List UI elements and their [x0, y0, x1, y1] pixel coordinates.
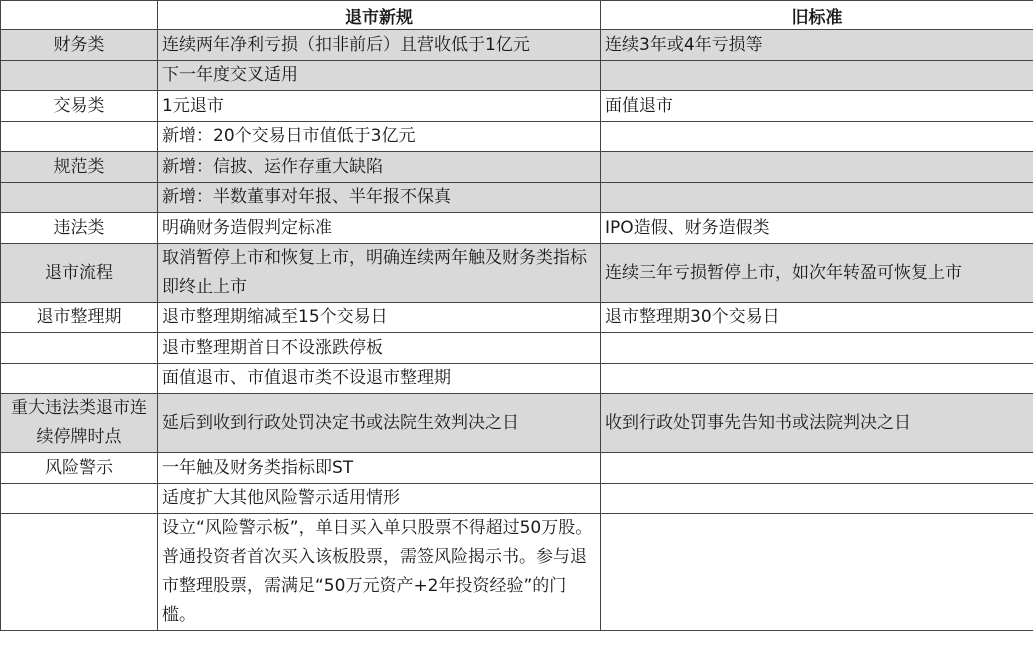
old-standard-cell: 退市整理期30个交易日: [601, 302, 1033, 333]
category-cell: 规范类: [1, 152, 158, 183]
old-standard-cell: 连续三年亏损暂停上市，如次年转盈可恢复上市: [601, 243, 1033, 302]
table-row: [1, 91, 1033, 122]
old-standard-cell: [601, 453, 1033, 484]
category-cell: [1, 483, 158, 514]
new-rule-cell: 退市整理期缩减至15个交易日: [158, 302, 601, 333]
table-row: [1, 121, 1033, 152]
header-old-standard: 旧标准: [601, 1, 1033, 30]
new-rule-cell: 一年触及财务类指标即ST: [158, 453, 601, 484]
table-row: [1, 152, 1033, 183]
new-rule-cell: 连续两年净利亏损（扣非前后）且营收低于1亿元: [158, 30, 601, 61]
category-cell: 退市流程: [1, 243, 158, 302]
new-rule-cell: 明确财务造假判定标准: [158, 213, 601, 244]
new-rule-cell: 取消暂停上市和恢复上市，明确连续两年触及财务类指标即终止上市: [158, 243, 601, 302]
category-cell: 风险警示: [1, 453, 158, 484]
category-cell: [1, 121, 158, 152]
new-rule-cell: 面值退市、市值退市类不设退市整理期: [158, 363, 601, 394]
table-row: [1, 394, 1033, 453]
new-rule-cell: 延后到收到行政处罚决定书或法院生效判决之日: [158, 394, 601, 453]
old-standard-cell: 连续3年或4年亏损等: [601, 30, 1033, 61]
table-row: [1, 243, 1033, 302]
old-standard-cell: [601, 333, 1033, 364]
old-standard-cell: [601, 121, 1033, 152]
table-row: [1, 30, 1033, 61]
new-rule-cell: 1元退市: [158, 91, 601, 122]
category-cell: [1, 182, 158, 213]
category-cell: [1, 514, 158, 631]
old-standard-cell: [601, 60, 1033, 91]
table-row: [1, 483, 1033, 514]
category-cell: [1, 363, 158, 394]
old-standard-cell: 面值退市: [601, 91, 1033, 122]
old-standard-cell: [601, 514, 1033, 631]
new-rule-cell: 新增：20个交易日市值低于3亿元: [158, 121, 601, 152]
category-cell: 重大违法类退市连续停牌时点: [1, 394, 158, 453]
new-rule-cell: 适度扩大其他风险警示适用情形: [158, 483, 601, 514]
old-standard-cell: [601, 152, 1033, 183]
old-standard-cell: [601, 483, 1033, 514]
table-row: [1, 514, 1033, 631]
new-rule-cell: 退市整理期首日不设涨跌停板: [158, 333, 601, 364]
category-cell: 财务类: [1, 30, 158, 61]
category-cell: [1, 60, 158, 91]
header-category: [1, 1, 158, 30]
table-header-row: [1, 1, 1033, 30]
new-rule-cell: 新增：半数董事对年报、半年报不保真: [158, 182, 601, 213]
category-cell: 退市整理期: [1, 302, 158, 333]
old-standard-cell: 收到行政处罚事先告知书或法院判决之日: [601, 394, 1033, 453]
table-row: [1, 453, 1033, 484]
table-row: [1, 60, 1033, 91]
old-standard-cell: [601, 182, 1033, 213]
new-rule-cell: 新增：信披、运作存重大缺陷: [158, 152, 601, 183]
table-row: [1, 333, 1033, 364]
header-new-rules: 退市新规: [158, 1, 601, 30]
table-row: [1, 363, 1033, 394]
table-row: [1, 182, 1033, 213]
old-standard-cell: [601, 363, 1033, 394]
new-rule-cell: 设立“风险警示板”，单日买入单只股票不得超过50万股。普通投资者首次买入该板股票，需签风险揭示书。参与退市整理股票，需满足“50万元资产+2年投资经验”的门槛。: [158, 514, 601, 631]
table-row: [1, 213, 1033, 244]
category-cell: 交易类: [1, 91, 158, 122]
new-rule-cell: 下一年度交叉适用: [158, 60, 601, 91]
category-cell: 违法类: [1, 213, 158, 244]
category-cell: [1, 333, 158, 364]
table-row: [1, 302, 1033, 333]
old-standard-cell: IPO造假、财务造假类: [601, 213, 1033, 244]
